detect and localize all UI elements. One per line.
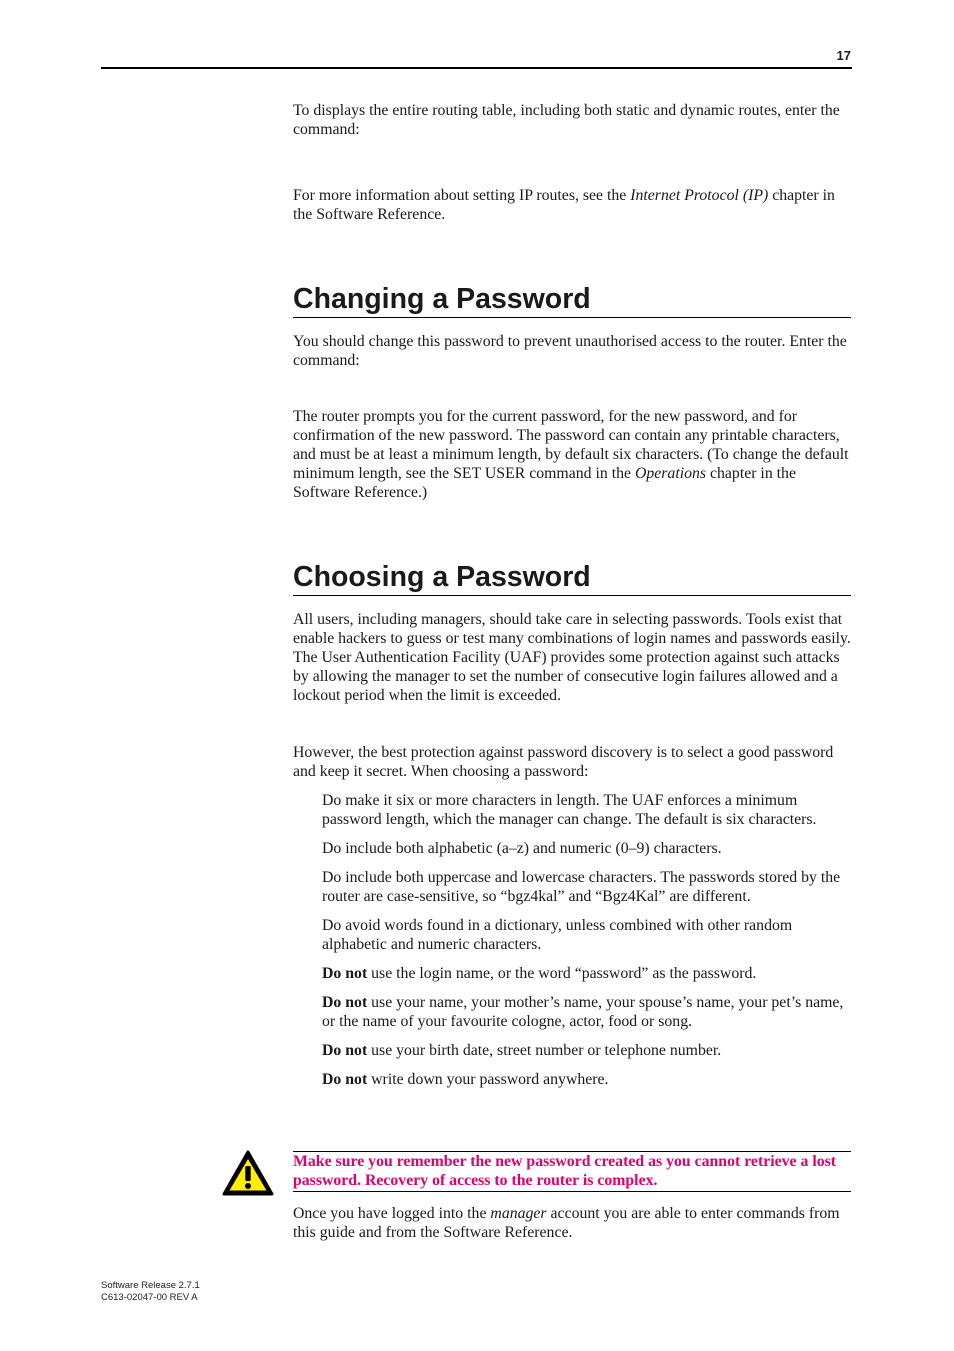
list-item-text: use the login name, or the word “password” as the password.	[367, 965, 757, 982]
list-item-text: Do avoid words found in a dictionary, unless combined with other random alphabetic and numeric characters.	[322, 917, 793, 953]
warning-text: Make sure you remember the new password created as you cannot retrieve a lost password. Recovery of access to the router is complex.	[293, 1153, 837, 1189]
manager-account-name: manager	[490, 1205, 547, 1222]
list-item-emphasis: Do not	[322, 994, 368, 1011]
operations-chapter-reference: Operations	[634, 465, 707, 482]
list-item-text: write down your password anywhere.	[367, 1071, 609, 1088]
list-item	[322, 916, 857, 954]
list-item	[322, 964, 857, 983]
password-selection-paragraph: All users, including managers, should take care in selecting passwords. Tools exist that enable hackers to guess or test many combinations of login names and passwords easily. The User Authentication Facility (UAF) provides some protection against such attacks by allowing the manager to set the number of consecutive login failures allowed and a lockout period when the limit is exceeded.	[293, 611, 851, 704]
ip-routes-info-tail: chapter in the Software Reference.	[293, 187, 835, 223]
list-item-text: use your birth date, street number or telephone number.	[367, 1042, 722, 1059]
list-item-emphasis: Do not	[322, 1042, 368, 1059]
page-footer	[101, 1280, 200, 1303]
password-guidelines-list	[322, 791, 857, 1099]
list-item	[322, 1070, 857, 1089]
list-item-emphasis: Do not	[322, 1071, 368, 1088]
ip-chapter-reference: Internet Protocol (IP)	[630, 187, 769, 204]
best-protection-paragraph: However, the best protection against password discovery is to select a good password and keep it secret. When choosing a password:	[293, 744, 834, 780]
list-item	[322, 868, 857, 906]
changing-password-heading: Changing a Password	[293, 282, 851, 318]
password-prompt-paragraph	[293, 407, 853, 502]
closing-text: Once you have logged into the	[293, 1205, 491, 1222]
list-item	[322, 1041, 857, 1060]
header-rule	[101, 67, 852, 69]
list-item	[322, 791, 857, 829]
ip-routes-info-paragraph	[293, 186, 853, 224]
change-password-paragraph: You should change this password to prevent unauthorised access to the router. Enter the command:	[293, 333, 847, 369]
closing-paragraph	[293, 1204, 853, 1242]
routing-table-paragraph: To displays the entire routing table, including both static and dynamic routes, enter the command:	[293, 102, 840, 138]
list-item	[322, 839, 857, 858]
ip-routes-info-text: For more information about setting IP routes, see the	[293, 187, 631, 204]
closing-tail: account you are able to enter commands from this guide and from the Software Reference.	[293, 1205, 840, 1241]
list-item-emphasis: Do not	[322, 965, 368, 982]
password-prompt-tail: chapter in the Software Reference.)	[293, 465, 796, 501]
warning-box	[293, 1151, 851, 1192]
choosing-password-heading: Choosing a Password	[293, 560, 851, 596]
password-prompt-text: The router prompts you for the current password, for the new password, and for confirmation of the new password. The password can contain any printable characters, and must be at least a minimum length, by default six characters. (To change the default minimum length, see the SET USER command in the	[293, 408, 849, 482]
software-release: Software Release 2.7.1	[101, 1280, 200, 1291]
warning-triangle-icon	[222, 1149, 274, 1197]
page-number: 17	[836, 48, 851, 63]
list-item-text: use your name, your mother’s name, your spouse’s name, your pet’s name, or the name of your favourite cologne, actor, food or song.	[322, 994, 844, 1030]
list-item-text: Do include both uppercase and lowercase characters. The passwords stored by the router are case-sensitive, so “bgz4kal” and “Bgz4Kal” are different.	[322, 869, 841, 905]
list-item-text: Do include both alphabetic (a–z) and numeric (0–9) characters.	[322, 840, 722, 857]
list-item-text: Do make it six or more characters in length. The UAF enforces a minimum password length, which the manager can change. The default is six characters.	[322, 792, 817, 828]
list-item	[322, 993, 857, 1031]
document-revision: C613-02047-00 REV A	[101, 1291, 198, 1303]
